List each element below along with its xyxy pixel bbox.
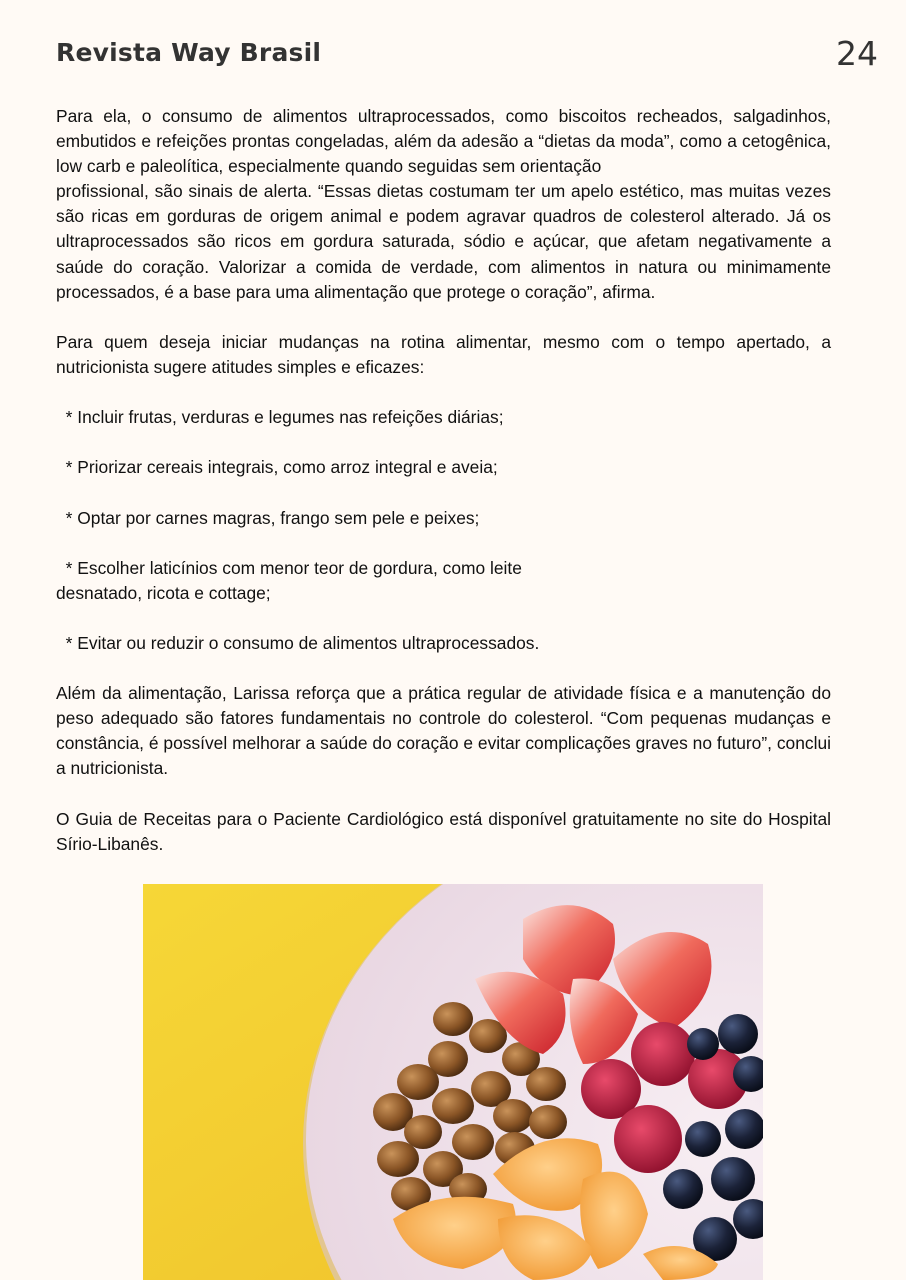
list-item: * Evitar ou reduzir o consumo de alimentos ultraprocessados. bbox=[56, 632, 540, 653]
paragraph-1a: Para ela, o consumo de alimentos ultraprocessados, como biscoitos recheados, salgadinhos, embutidos e refeições prontas congeladas, além da adesão a “dietas da moda”, como a cetogênica, low carb e paleolítica, especialmente quando seguidas sem orientação bbox=[56, 106, 831, 177]
masthead: Revista Way Brasil bbox=[56, 38, 322, 67]
fruit-plate-photo bbox=[143, 884, 763, 1280]
paragraph-4: O Guia de Receitas para o Paciente Cardiológico está disponível gratuitamente no site do Hospital Sírio-Libanês. bbox=[56, 808, 831, 854]
list-item: * Incluir frutas, verduras e legumes nas refeições diárias; bbox=[56, 407, 504, 428]
list-item: * Priorizar cereais integrais, como arroz integral e aveia; bbox=[56, 457, 498, 478]
article-body bbox=[56, 104, 831, 882]
page-number: 24 bbox=[836, 34, 878, 73]
paragraph-1b: profissional, são sinais de alerta. “Essas dietas costumam ter um apelo estético, mas muitas vezes são ricas em gorduras de origem animal e podem agravar quadros de colesterol alterado. Já os ultraprocessados são ricos em gordura saturada, sódio e açúcar, que afetam negativamente a saúde do coração. Valorizar a comida de verdade, com alimentos in natura ou minimamente processados, é a base para uma alimentação que protege o coração”, afirma. bbox=[56, 181, 831, 302]
list-item: * Escolher laticínios com menor teor de gordura, como leite desnatado, ricota e cottage; bbox=[56, 557, 522, 603]
paragraph-3: Além da alimentação, Larissa reforça que a prática regular de atividade física e a manutenção do peso adequado são fatores fundamentais no controle do colesterol. “Com pequenas mudanças e constância, é possível melhorar a saúde do coração e evitar complicações graves no futuro”, conclui a nutricionista. bbox=[56, 683, 831, 779]
paragraph-2: Para quem deseja iniciar mudanças na rotina alimentar, mesmo com o tempo apertado, a nutricionista sugere atitudes simples e eficazes: bbox=[56, 331, 831, 377]
list-item: * Optar por carnes magras, frango sem pele e peixes; bbox=[56, 507, 480, 528]
